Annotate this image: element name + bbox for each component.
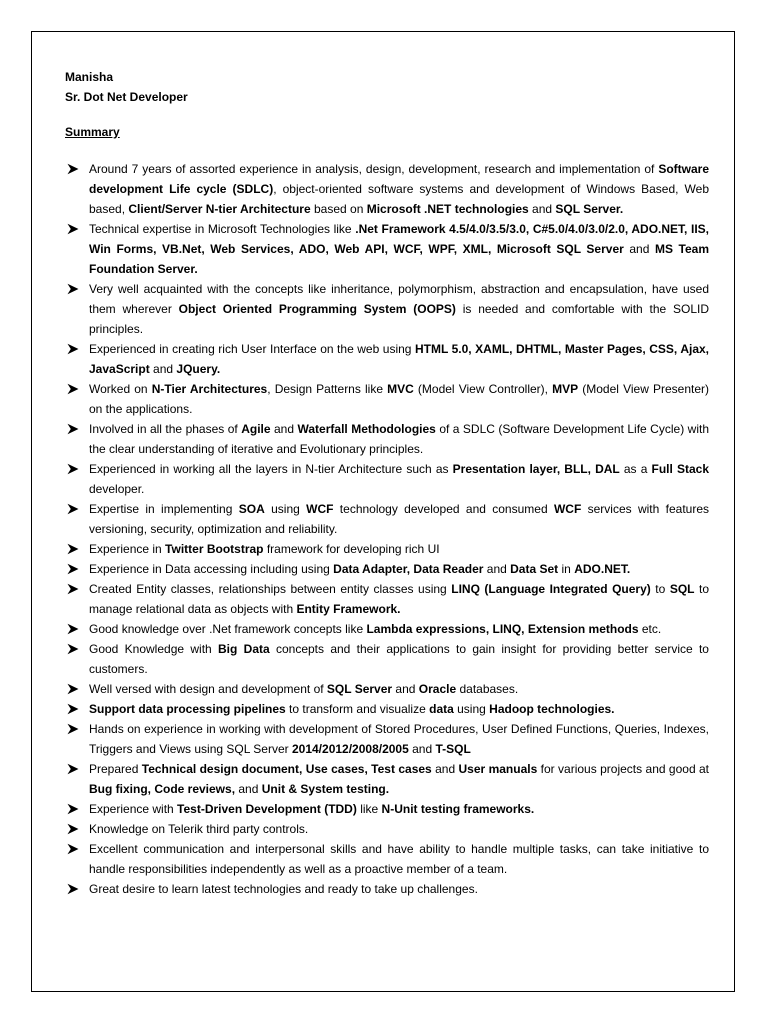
summary-item-text: to manage relational data as objects with [89,582,709,616]
summary-item-text: Good Knowledge with [89,642,219,656]
summary-item-text: concepts and their applications to gain insight for providing better service to customers. [89,642,709,676]
summary-item-text: Well versed with design and development of [89,682,327,696]
summary-item-bold-text: Entity Framework. [296,602,401,616]
summary-item-text: Knowledge on Telerik third party controls. [89,822,309,836]
summary-item-text: Technical expertise in Microsoft Technologies like [89,222,356,236]
summary-item-bold-text: SQL Server. [555,202,624,216]
summary-item-bold-text: WCF [306,502,334,516]
summary-item-bold-text: Unit & System testing. [261,782,390,796]
summary-item-text: Created Entity classes, relationships between entity classes using [89,582,452,596]
summary-item [65,679,709,699]
summary-item [65,819,709,839]
summary-item-bold-text: Data Set [510,562,559,576]
summary-item-bold-text: Waterfall Methodologies [297,422,436,436]
summary-item [65,699,709,719]
summary-item-bold-text: HTML 5.0, XAML, DHTML, Master Pages, CSS, Ajax, JavaScript [89,342,709,376]
summary-item-bold-text: MS Team Foundation Server. [89,242,709,276]
summary-item-text: is needed and comfortable with the SOLID principles. [89,302,710,336]
summary-item-bold-text: Oracle [418,682,457,696]
summary-list [65,159,709,899]
summary-item-bold-text: Presentation layer, BLL, DAL [452,462,620,476]
summary-item-bold-text: Technical design document, Use cases, Test cases [141,762,432,776]
summary-item-text: services with features versioning, security, optimization and reliability. [89,502,710,536]
summary-item-text: databases. [456,682,519,696]
summary-item-text: based on [310,202,367,216]
arrowhead-bullet-icon [67,543,79,555]
summary-item-text: Prepared [89,762,142,776]
summary-item [65,579,709,619]
summary-item-bold-text: MVP [552,382,579,396]
summary-item-bold-text: Client/Server N-tier Architecture [128,202,311,216]
summary-item-bold-text: SQL Server [326,682,393,696]
summary-item-bold-text: Agile [241,422,271,436]
arrowhead-bullet-icon [67,843,79,855]
summary-item-bold-text: Full Stack [651,462,709,476]
summary-item-bold-text: MVC [387,382,414,396]
arrowhead-bullet-icon [67,503,79,515]
summary-item-text: and [408,742,436,756]
summary-item [65,279,709,339]
summary-item-bold-text: N-Unit testing frameworks. [381,802,535,816]
summary-item-text: Great desire to learn latest technologies and ready to take up challenges. [89,882,478,896]
summary-item-text: and [431,762,459,776]
summary-item-text: Experience in Data accessing including using [89,562,334,576]
summary-item-text: (Model View Controller), [413,382,553,396]
summary-item-bold-text: data [429,702,454,716]
arrowhead-bullet-icon [67,223,79,235]
summary-item [65,339,709,379]
summary-item-bold-text: SQL [669,582,695,596]
arrowhead-bullet-icon [67,383,79,395]
arrowhead-bullet-icon [67,803,79,815]
summary-item-bold-text: Lambda expressions, LINQ, Extension methods [366,622,639,636]
summary-item [65,879,709,899]
arrowhead-bullet-icon [67,683,79,695]
summary-item-text: and [270,422,298,436]
summary-item-bold-text: N-Tier Architectures [151,382,268,396]
arrowhead-bullet-icon [67,703,79,715]
summary-item-text: Hands on experience in working with development of Stored Procedures, User Defined Functions, Queries, Indexes, Triggers and Views using SQL Server [89,722,709,756]
summary-item-bold-text: Microsoft .NET technologies [366,202,529,216]
summary-item-bold-text: LINQ (Language Integrated Query) [451,582,651,596]
summary-item-text: and [483,562,511,576]
summary-item-text: Worked on [89,382,152,396]
summary-item-bold-text: Data Adapter, Data Reader [333,562,484,576]
summary-item-text: as a [619,462,652,476]
arrowhead-bullet-icon [67,423,79,435]
summary-item-bold-text: Big Data [218,642,270,656]
summary-item-text: Good knowledge over .Net framework concepts like [89,622,367,636]
summary-item-text: Experience in [89,542,166,556]
summary-item-text: in [558,562,575,576]
summary-item-text: using [453,702,490,716]
arrowhead-bullet-icon [67,723,79,735]
arrowhead-bullet-icon [67,163,79,175]
summary-item-text: for various projects and good at [537,762,710,776]
summary-item [65,839,709,879]
summary-item [65,419,709,459]
arrowhead-bullet-icon [67,763,79,775]
summary-item-bold-text: Twitter Bootstrap [165,542,264,556]
summary-item-text: developer. [89,482,145,496]
summary-item-text: and [623,242,655,256]
summary-item-bold-text: Object Oriented Programming System (OOPS) [178,302,456,316]
summary-item-text: of a SDLC (Software Development Life Cycle) with the clear understanding of iterative and Evolutionary principles. [89,422,709,456]
summary-item-text: Expertise in implementing [89,502,239,516]
summary-item-text: and [528,202,556,216]
arrowhead-bullet-icon [67,463,79,475]
summary-item-text: Experienced in working all the layers in N-tier Architecture such as [89,462,453,476]
arrowhead-bullet-icon [67,343,79,355]
summary-item-bold-text: WCF [553,502,582,516]
summary-item-text: and [392,682,419,696]
summary-item-text: and [149,362,177,376]
summary-item [65,799,709,819]
summary-item-bold-text: ADO.NET. [574,562,631,576]
summary-item-text: Very well acquainted with the concepts like inheritance, polymorphism, abstraction and encapsulation, have used them wherever [89,282,709,316]
summary-item-text: framework for developing rich UI [263,542,440,556]
summary-item-bold-text: .Net Framework 4.5/4.0/3.5/3.0, C#5.0/4.0/3.0/2.0, ADO.NET, IIS, Win Forms, VB.Net, Web Services, ADO, Web API, WCF, WPF, XML, Microsoft SQL Server [89,222,709,256]
summary-item [65,619,709,639]
resume-content [65,67,709,899]
arrowhead-bullet-icon [67,563,79,575]
summary-item-text: Experience with [89,802,178,816]
summary-item-bold-text: Hadoop technologies. [489,702,615,716]
arrowhead-bullet-icon [67,823,79,835]
summary-item [65,159,709,219]
candidate-name: Manisha [65,70,114,84]
summary-heading: Summary [65,125,120,139]
summary-item-text: Around 7 years of assorted experience in analysis, design, development, research and implementation of [89,162,659,176]
summary-item-bold-text: Bug fixing, Code reviews, [89,782,236,796]
summary-item-text: , object-oriented software systems and development of Windows Based, Web based, [89,182,709,216]
summary-item-bold-text: User manuals [458,762,538,776]
arrowhead-bullet-icon [67,643,79,655]
summary-item-text: using [264,502,307,516]
summary-item-bold-text: JQuery. [176,362,221,376]
summary-item-text: Involved in all the phases of [89,422,242,436]
summary-item-text: to transform and visualize [285,702,430,716]
document-page [31,31,735,992]
summary-item-bold-text: Software development Life cycle (SDLC) [89,162,709,196]
summary-item [65,499,709,539]
summary-item [65,539,709,559]
summary-item-text: like [356,802,382,816]
arrowhead-bullet-icon [67,623,79,635]
summary-item-text: Experienced in creating rich User Interface on the web using [89,342,415,356]
arrowhead-bullet-icon [67,283,79,295]
summary-item [65,639,709,679]
summary-item [65,759,709,799]
summary-item-text: (Model View Presenter) on the applications. [89,382,710,416]
summary-item-text: to [650,582,670,596]
summary-item-text: Excellent communication and interpersonal skills and have ability to handle multiple tasks, can take initiative to handle responsibilities independently as well as a proactive member of a team. [89,842,709,876]
summary-item [65,719,709,759]
arrowhead-bullet-icon [67,883,79,895]
summary-item-bold-text: 2014/2012/2008/2005 [291,742,409,756]
summary-item-text: and [235,782,262,796]
summary-item [65,219,709,279]
summary-item-bold-text: SOA [238,502,265,516]
candidate-title: Sr. Dot Net Developer [65,90,188,104]
summary-item-bold-text: Support data processing pipelines [89,702,286,716]
arrowhead-bullet-icon [67,583,79,595]
summary-item-text: technology developed and consumed [333,502,554,516]
summary-item-bold-text: Test-Driven Development (TDD) [177,802,357,816]
summary-item-text: etc. [638,622,662,636]
summary-item-bold-text: T-SQL [435,742,471,756]
summary-item-text: , Design Patterns like [267,382,388,396]
summary-item [65,459,709,499]
summary-item [65,559,709,579]
summary-item [65,379,709,419]
